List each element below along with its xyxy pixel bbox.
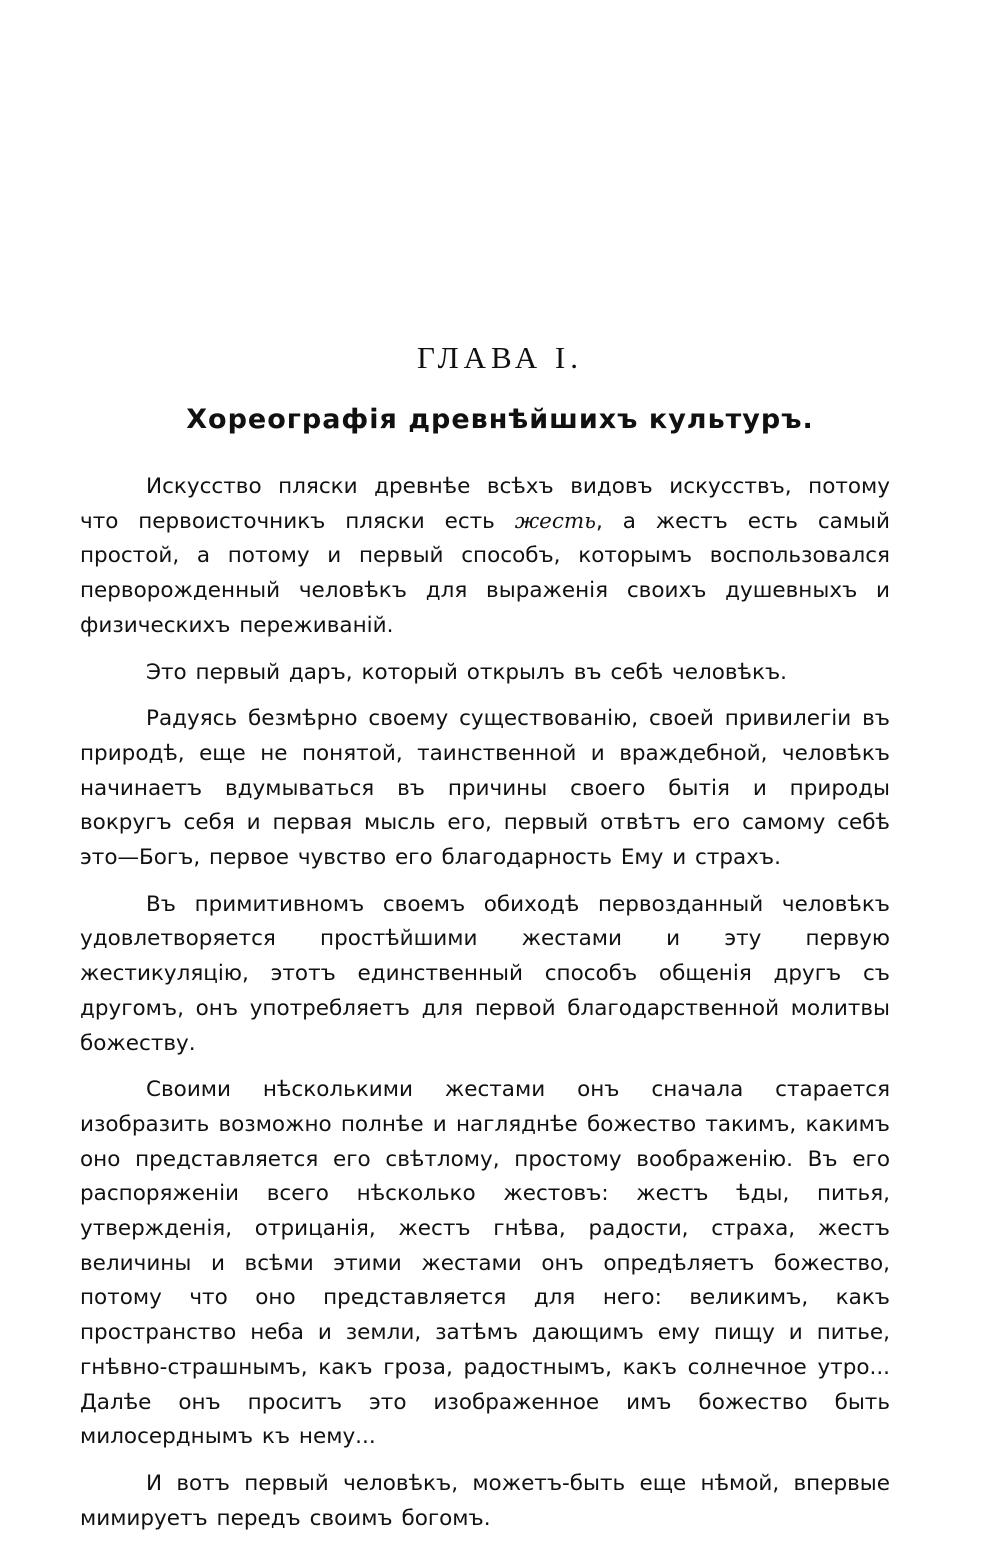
chapter-body [80,470,890,1548]
paragraph-1-text-end: , а жестъ есть самый простой, а потому и первый способъ, которымъ воспользовался перворожденный человѣкъ для выраженія своихъ душевныхъ и физическихъ переживаній. [80,508,890,638]
paragraph-5: Своими нѣсколькими жестами онъ сначала старается изобразить возможно полнѣе и нагляднѣе божество такимъ, какимъ оно представляется его свѣтлому, простому воображенію. Въ его распоряженіи всего нѣсколько жестовъ: жестъ ѣды, питья, утвержденія, отрицанія, жестъ гнѣва, радости, страха, жестъ величины и всѣми этими жестами онъ опредѣляетъ божество, потому что оно представляется для него: великимъ, какъ пространство неба и земли, затѣмъ дающимъ ему пищу и питье, гнѣвно-страшнымъ, какъ гроза, радостнымъ, какъ солнечное утро... Далѣе онъ проситъ это изображенное имъ божество быть милосерднымъ къ нему... [80,1077,890,1450]
chapter-label: ГЛАВА I. [417,340,583,375]
emphasis-word: жесть [514,508,597,534]
paragraph-4: Въ примитивномъ своемъ обиходѣ первозданный человѣкъ удовлетворяется простѣйшими жестами и эту первую жестикуляцію, этотъ единственный способъ общенія другъ съ другомъ, онъ употребляетъ для первой благодарственной молитвы божеству. [80,891,890,1056]
paragraph-3: Радуясь безмѣрно своему существованію, своей привилегіи въ природѣ, еще не понятой, таинственной и враждебной, человѣкъ начинаетъ вдумываться въ причины своего бытія и природы вокругъ себя и первая мысль его, первый отвѣтъ его самому себѣ это—Богъ, первое чувство его благодарность Ему и страхъ. [80,706,890,871]
paragraph-6: И вотъ первый человѣкъ, можетъ-быть еще нѣмой, впервые мимируетъ передъ своимъ богомъ. [80,1470,890,1531]
paragraph-2: Это первый даръ, который открылъ въ себѣ человѣкъ. [146,659,787,685]
chapter-title: Хореографія древнѣйшихъ культуръ. [186,404,814,435]
paragraph-1 [80,470,890,644]
paragraph-1-text-start: Искусство пляски древнѣе всѣхъ видовъ искусствъ, потому что первоисточникъ пляски есть [80,474,890,534]
